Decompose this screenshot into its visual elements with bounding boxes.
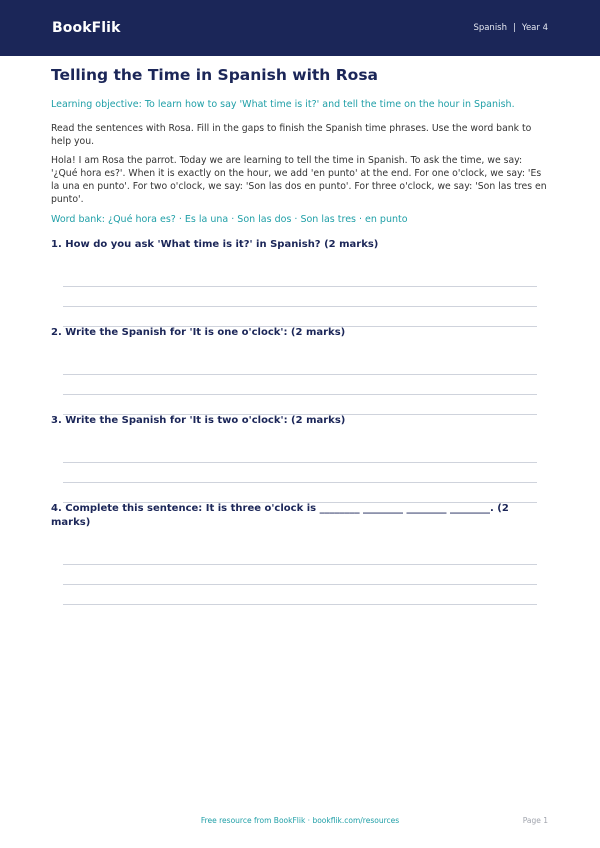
answer-line[interactable]: [63, 306, 537, 307]
reading-passage: Hola! I am Rosa the parrot. Today we are learning to tell the time in Spanish. To ask the time, we say: '¿Qué hora es?'. When it is exactly on the hour, we add 'en punto' at the end. For one o'clock, we say: 'Es la una en punto'. For two o'clock, we say: 'Son las dos en punto'. For three o'clock, we say: 'Son las tres en punto'.: [51, 155, 547, 205]
subject-label: Spanish: [473, 23, 508, 33]
learning-objective: Learning objective: To learn how to say 'What time is it?' and tell the time on the hour in Spanish.: [51, 99, 515, 110]
header-meta: [473, 23, 548, 33]
word-bank: Word bank: ¿Qué hora es? · Es la una · Son las dos · Son las tres · en punto: [51, 214, 408, 225]
worksheet-title: Telling the Time in Spanish with Rosa: [51, 66, 378, 84]
page-header: [0, 0, 600, 56]
question-1: 1. How do you ask 'What time is it?' in Spanish? (2 marks): [51, 239, 379, 250]
answer-line[interactable]: [63, 604, 537, 605]
answer-line[interactable]: [63, 394, 537, 395]
answer-line[interactable]: [63, 564, 537, 565]
footer-credit: Free resource from BookFlik · bookflik.com/resources: [200, 816, 400, 825]
brand-logo-text: BookFlik: [52, 20, 121, 36]
answer-line[interactable]: [63, 584, 537, 585]
page-number: Page 1: [522, 816, 548, 825]
answer-line[interactable]: [63, 482, 537, 483]
instructions: Read the sentences with Rosa. Fill in the gaps to finish the Spanish time phrases. Use the word bank to help you.: [51, 123, 532, 147]
year-label: Year 4: [521, 23, 548, 33]
header-separator: |: [513, 23, 516, 33]
answer-line[interactable]: [63, 374, 537, 375]
question-3: 3. Write the Spanish for 'It is two o'clock': (2 marks): [51, 415, 346, 426]
worksheet-intro: [51, 66, 549, 226]
answer-line[interactable]: [63, 286, 537, 287]
question-4: 4. Complete this sentence: It is three o'clock is ________ ________ ________ ________. (2 marks): [51, 503, 509, 528]
answer-line[interactable]: [63, 462, 537, 463]
question-2: 2. Write the Spanish for 'It is one o'clock': (2 marks): [51, 327, 346, 338]
